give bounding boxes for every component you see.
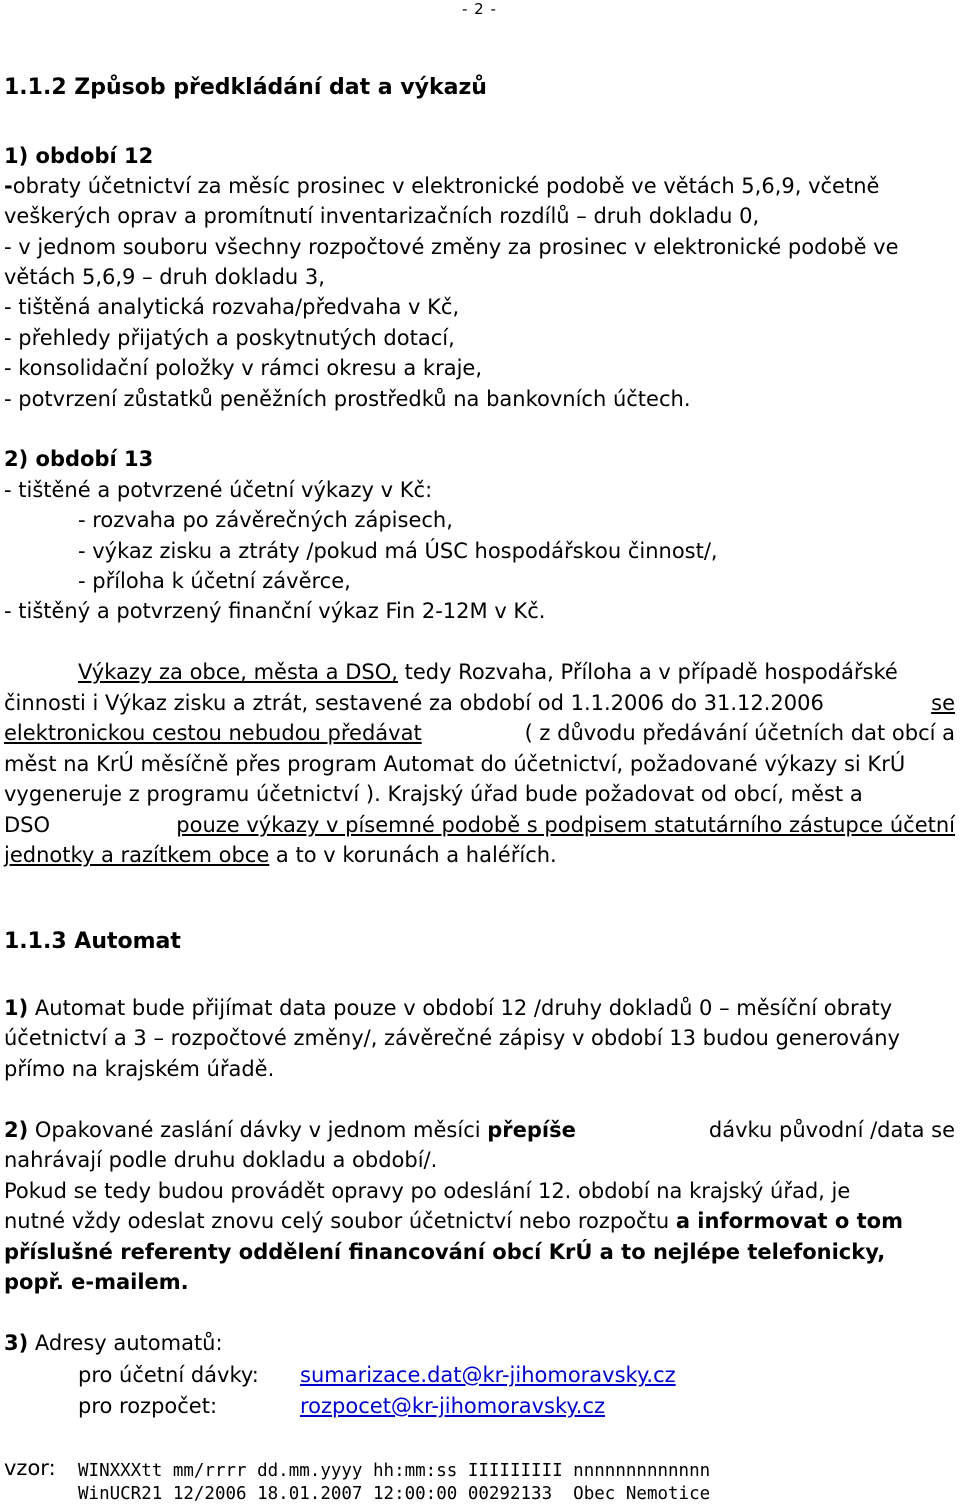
automat-item-2-text-c: dávku původní /data se (702, 1118, 955, 1142)
automat-item-2-line-5: příslušné referenty oddělení financování obcí KrÚ a to nejlépe telefonicky, (4, 1240, 886, 1264)
automat-item-2-line-3: Pokud se tedy budou provádět opravy po odeslání 12. období na krajský úřad, je (4, 1179, 851, 1203)
automat-item-2-line-4-text: nutné vždy odeslat znovu celý soubor účetnictví nebo rozpočtu (4, 1209, 676, 1233)
para-line-6-text: DSO (4, 813, 57, 837)
automat-item-2-bold: přepíše (487, 1118, 576, 1142)
para-line-7-underlined: jednotky a razítkem obce (4, 843, 270, 867)
period-12-line-2: veškerých oprav a promítnutí inventarizačních rozdílů – druh dokladu 0, (4, 204, 760, 228)
period-13-sub-1: - rozvaha po závěrečných zápisech, (78, 508, 453, 532)
para-line-3-underlined: elektronickou cestou nebudou předávat (4, 721, 422, 745)
automat-item-2-line-4-bold: a informovat o tom (675, 1209, 903, 1233)
para-line-6-underlined: pouze výkazy v písemné podobě s podpisem statutárního zástupce účetní (176, 813, 955, 837)
address-label-budget: pro rozpočet: (78, 1394, 218, 1418)
automat-item-3-number: 3) (4, 1331, 29, 1355)
automat-item-2-line-2: nahrávají podle druhu dokladu a období/. (4, 1148, 438, 1172)
page-number: - 2 - (462, 0, 497, 18)
period-12-line-3: - v jednom souboru všechny rozpočtové změny za prosinec v elektronické podobě ve (4, 235, 899, 259)
period-12-line-1-text: obraty účetnictví za měsíc prosinec v elektronické podobě ve větách 5,6,9, včetně (12, 174, 880, 198)
automat-item-1-line-3: přímo na krajském úřadě. (4, 1057, 275, 1081)
address-label-accounting: pro účetní dávky: (78, 1363, 259, 1387)
automat-item-2-text-a: Opakované zaslání dávky v jednom měsíci (28, 1118, 488, 1142)
sample-example-line: WinUCR21 12/2006 18.01.2007 12:00:00 00292133 Obec Nemotice (78, 1484, 711, 1504)
automat-item-2-line-4 (4, 1211, 903, 1232)
period-12-line-5: - tištěná analytická rozvaha/předvaha v Kč, (4, 295, 460, 319)
para-line-6 (4, 815, 955, 836)
period-13-sub-3: - příloha k účetní závěrce, (78, 569, 351, 593)
para-line-3 (4, 723, 955, 744)
automat-item-1-number: 1) (4, 996, 29, 1020)
period-13-title: 2) období 13 (4, 447, 154, 471)
automat-item-2-line-1 (4, 1120, 955, 1141)
para-line-1 (78, 662, 898, 683)
period-12-line-4: větách 5,6,9 – druh dokladu 3, (4, 265, 325, 289)
period-12-line-7: - konsolidační položky v rámci okresu a kraje, (4, 356, 483, 380)
automat-item-1-line-2: účetnictví a 3 – rozpočtové změny/, závěrečné zápisy v období 13 budou generovány (4, 1026, 900, 1050)
para-line-7-rest: a to v korunách a haléřích. (269, 843, 557, 867)
para-line-5: vygeneruje z programu účetnictví ). Krajský úřad bude požadovat od obcí, měst a (4, 782, 863, 806)
automat-item-3-text: Adresy automatů: (28, 1331, 223, 1355)
automat-item-2-number: 2) (4, 1118, 29, 1142)
para-line-1-rest: tedy Rozvaha, Příloha a v případě hospodářské (397, 660, 898, 684)
period-13-last: - tištěný a potvrzený finanční výkaz Fin 2-12M v Kč. (4, 599, 546, 623)
period-12-line-6: - přehledy přijatých a poskytnutých dotací, (4, 326, 455, 350)
section-heading-1-1-2: 1.1.2 Způsob předkládání dat a výkazů (4, 75, 487, 100)
para-line-2-underlined: se (931, 691, 955, 715)
para-line-1-underlined: Výkazy za obce, města a DSO, (78, 660, 398, 684)
automat-item-2-line-6: popř. e-mailem. (4, 1270, 189, 1294)
sample-format-line: WINXXXtt mm/rrrr dd.mm.yyyy hh:mm:ss IIIIIIIII nnnnnnnnnnnnn (78, 1461, 711, 1481)
para-line-2-text: činnosti i Výkaz zisku a ztrát, sestavené za období od 1.1.2006 do 31.12.2006 (4, 691, 831, 715)
period-12-line-1: -obraty účetnictví za měsíc prosinec v elektronické podobě ve větách 5,6,9, včetně (4, 174, 880, 198)
automat-item-1-line-1 (4, 998, 892, 1019)
email-link-accounting[interactable]: sumarizace.dat@kr-jihomoravsky.cz (300, 1363, 676, 1387)
automat-item-3-title (4, 1333, 223, 1354)
para-line-4: měst na KrÚ měsíčně přes program Automat do účetnictví, požadované výkazy si KrÚ (4, 752, 906, 776)
period-13-sub-2: - výkaz zisku a ztráty /pokud má ÚSC hospodářskou činnost/, (78, 539, 718, 563)
email-link-budget[interactable]: rozpocet@kr-jihomoravsky.cz (300, 1394, 606, 1418)
para-line-2 (4, 693, 955, 714)
period-12-title: 1) období 12 (4, 144, 154, 168)
sample-label: vzor: (4, 1456, 56, 1480)
period-13-line-1: - tištěné a potvrzené účetní výkazy v Kč: (4, 478, 433, 502)
para-line-7 (4, 845, 557, 866)
period-12-line-8: - potvrzení zůstatků peněžních prostředků na bankovních účtech. (4, 387, 691, 411)
automat-item-1-text: Automat bude přijímat data pouze v období 12 /druhy dokladů 0 – měsíční obraty (28, 996, 893, 1020)
para-line-3-rest: ( z důvodu předávání účetních dat obcí a (517, 721, 955, 745)
section-heading-1-1-3: 1.1.3 Automat (4, 929, 181, 954)
